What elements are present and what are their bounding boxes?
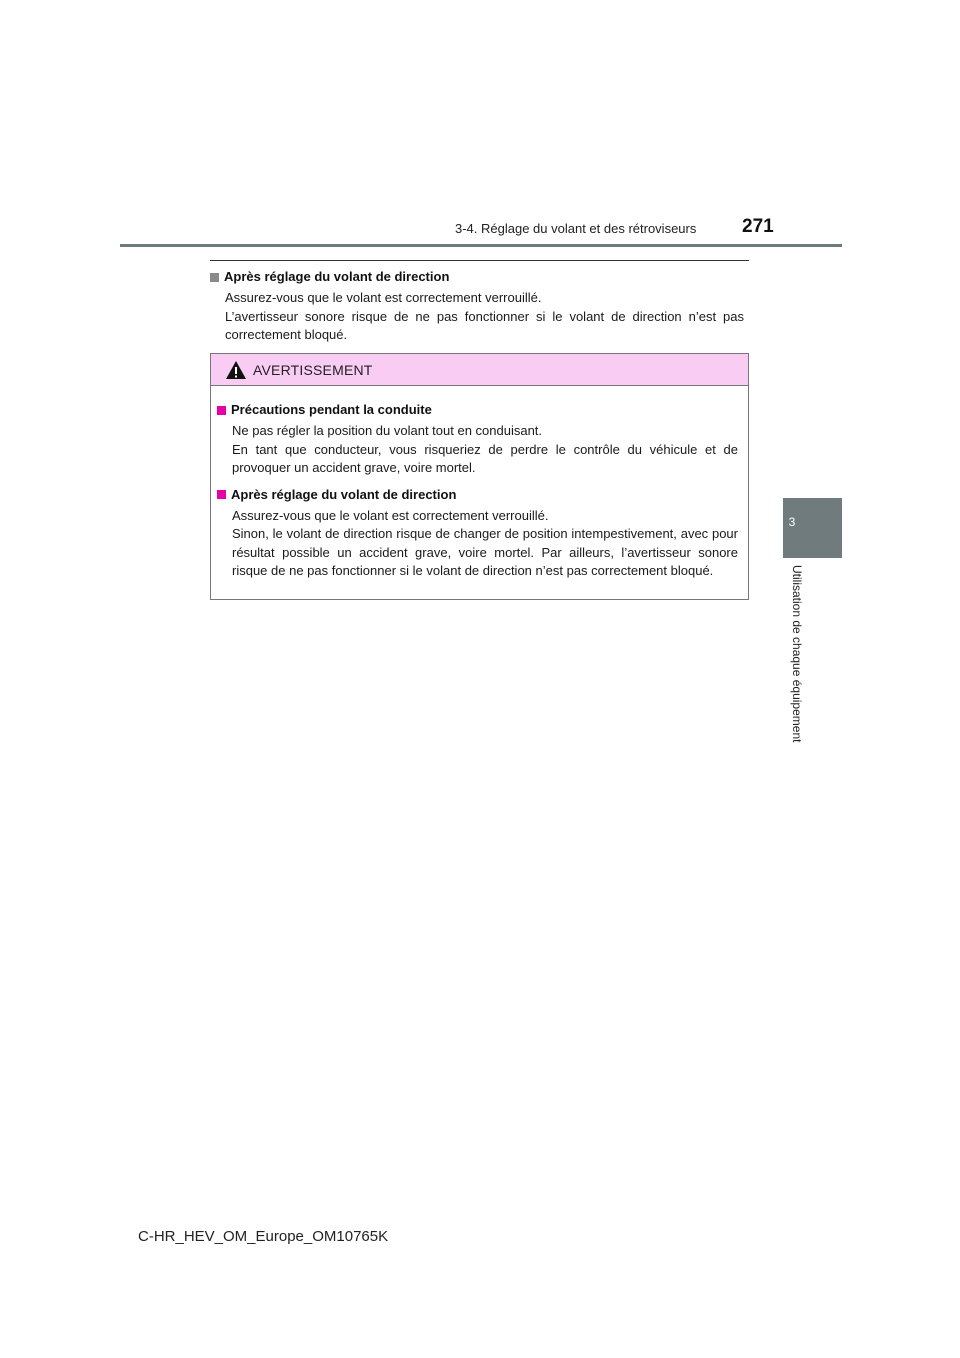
square-bullet-icon xyxy=(217,490,226,499)
chapter-label: Utilisation de chaque équipement xyxy=(790,565,804,743)
warning-item-line: Ne pas régler la position du volant tout en conduisant. xyxy=(232,423,543,438)
page-number: 271 xyxy=(742,216,774,237)
intro-section xyxy=(210,268,744,345)
warning-item-heading xyxy=(217,401,738,419)
intro-title: Après réglage du volant de direction xyxy=(224,269,450,284)
square-bullet-icon xyxy=(217,406,226,415)
intro-line: L’avertisseur sonore risque de ne pas fonctionner si le volant de direction n’est pas correctement bloqué. xyxy=(225,308,744,342)
header-section-title: 3-4. Réglage du volant et des rétroviseurs xyxy=(455,221,697,236)
intro-heading xyxy=(210,268,744,286)
warning-title: AVERTISSEMENT xyxy=(253,361,373,378)
intro-line: Assurez-vous que le volant est correctement verrouillé. xyxy=(225,290,542,305)
chapter-number: 3 xyxy=(788,515,796,529)
warning-item-title: Après réglage du volant de direction xyxy=(231,486,457,502)
header-rule xyxy=(120,244,842,247)
warning-item-line: Assurez-vous que le volant est correctement verrouillé. xyxy=(232,507,549,523)
warning-header xyxy=(211,354,748,386)
footer-doc-id: C-HR_HEV_OM_Europe_OM10765K xyxy=(138,1228,389,1245)
warning-item-line: Sinon, le volant de direction risque de changer de position intempestivement, avec pour résultat possible un accident grave, voire mortel. Par ailleurs, l’avertisseur sonore risque de ne pas fonctionner si le volant de direction n’est pas correctement bloqué. xyxy=(232,526,738,578)
warning-body xyxy=(211,386,748,581)
content-top-rule xyxy=(210,260,749,261)
warning-box xyxy=(210,353,749,600)
square-bullet-icon xyxy=(210,273,219,282)
warning-triangle-icon xyxy=(225,360,247,380)
warning-item-title: Précautions pendant la conduite xyxy=(231,402,432,417)
warning-item-line: En tant que conducteur, vous risqueriez de perdre le contrôle du véhicule et de provoquer un accident grave, voire mortel. xyxy=(232,441,738,475)
warning-item-heading xyxy=(217,486,738,504)
